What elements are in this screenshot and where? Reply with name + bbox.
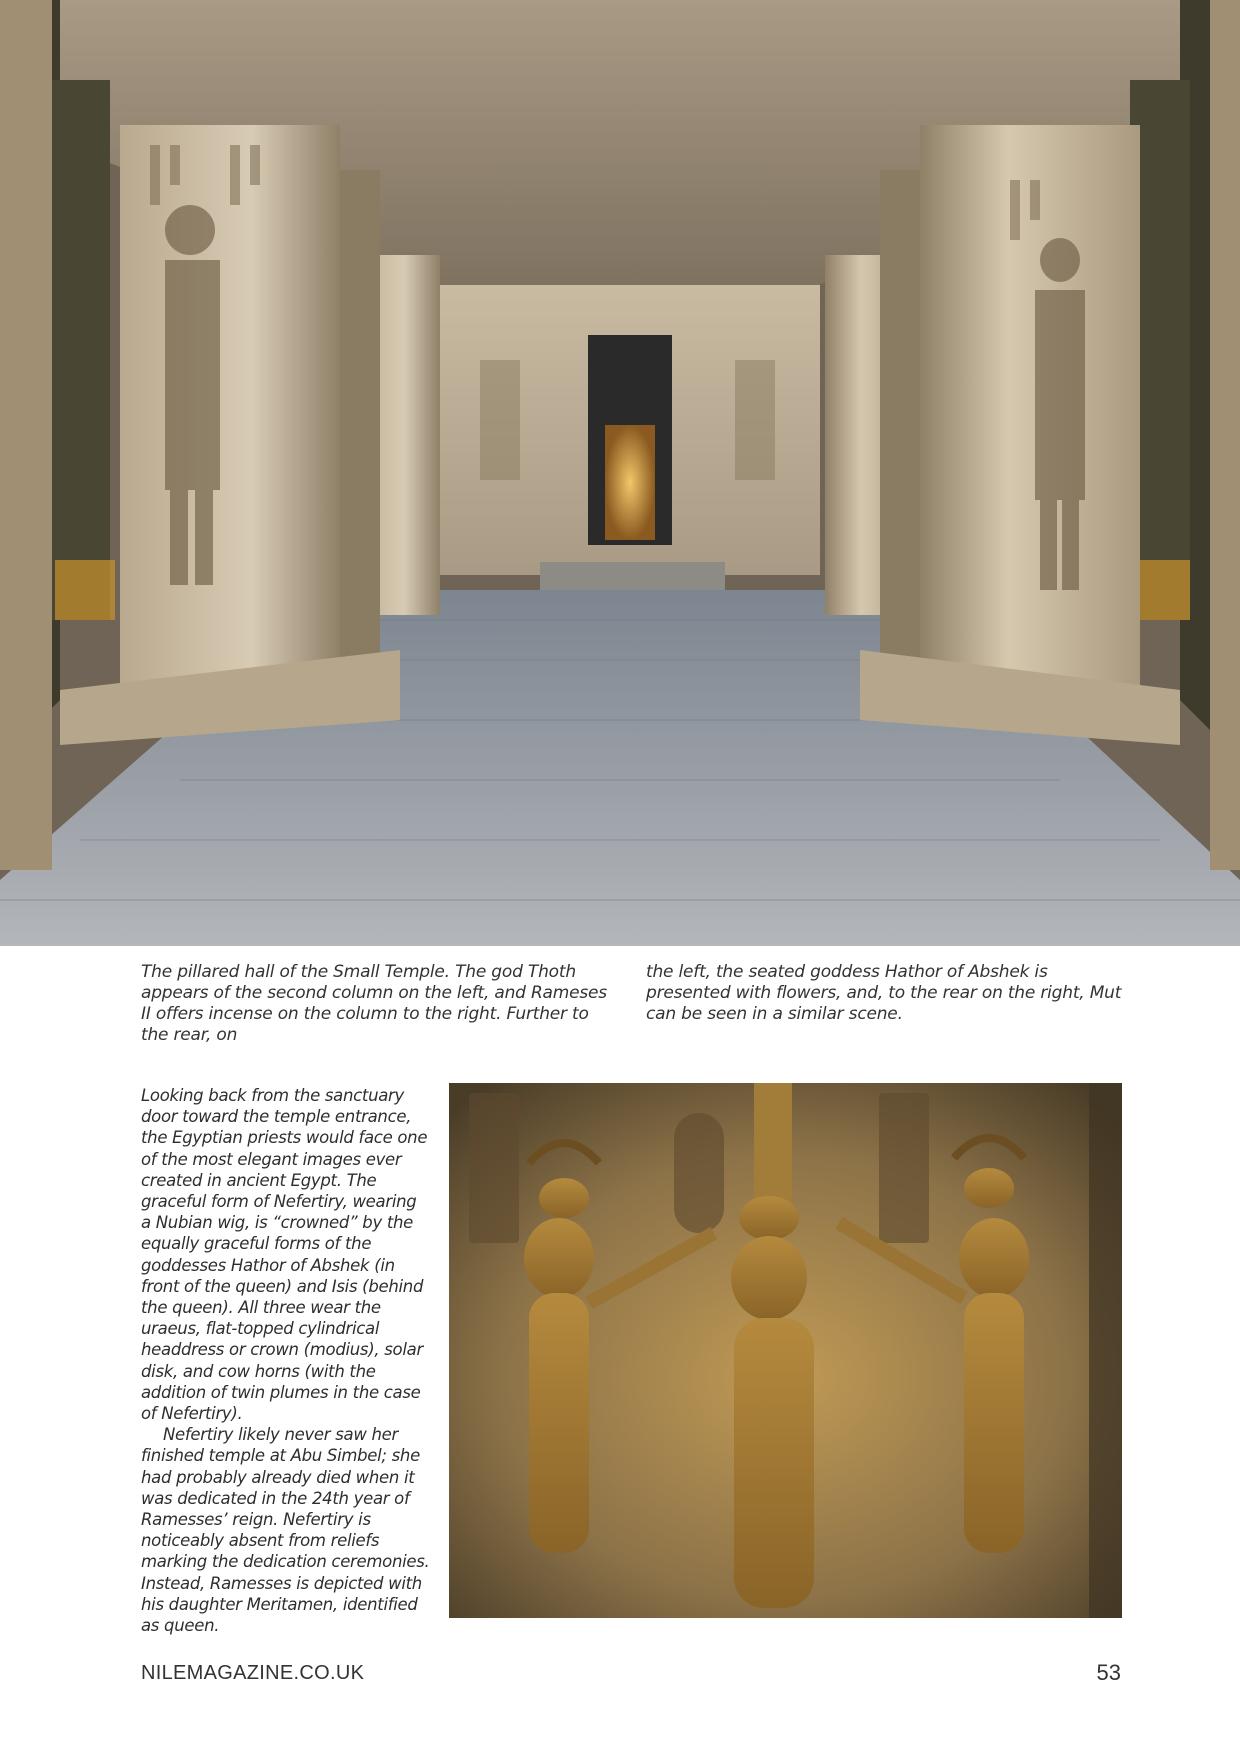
article-body: [141, 1085, 431, 1636]
photo-caption-right: the left, the seated goddess Hathor of Abshek is presented with flowers, and, to the rear on the right, Mut can be seen in a similar scene.: [646, 962, 1122, 1024]
article-paragraph-2: Nefertiry likely never saw her finished temple at Abu Simbel; she had probably already died when it was dedicated in the 24th year of Ramesses’ reign. Nefertiry is noticeably absent from reliefs marking the dedication ceremonies. Instead, Ramesses is depicted with his daughter Meritamen, identified as queen.: [141, 1425, 430, 1636]
page-number: 53: [1096, 1660, 1121, 1685]
footer-site-name: NILEMAGAZINE.CO.UK: [141, 1662, 365, 1684]
relief-illustration: [449, 1083, 1122, 1618]
article-paragraph-1: Looking back from the sanctuary door toward the temple entrance, the Egyptian priests would face one of the most elegant images ever created in ancient Egypt. The graceful form of Nefertiry, wearing a Nubian wig, is “crowned” by the equally graceful forms of the goddesses Hathor of Abshek (in front of the queen) and Isis (behind the queen). All three wear the uraeus, flat-topped cylindrical headdress or crown (modius), solar disk, and cow horns (with the addition of twin plumes in the case of Nefertiry).: [141, 1086, 428, 1424]
relief-photo: [449, 1083, 1122, 1618]
photo-caption-left: The pillared hall of the Small Temple. The god Thoth appears of the second column on the left, and Rameses II offers incense on the column to the right. Further to the rear, on: [141, 962, 607, 1045]
